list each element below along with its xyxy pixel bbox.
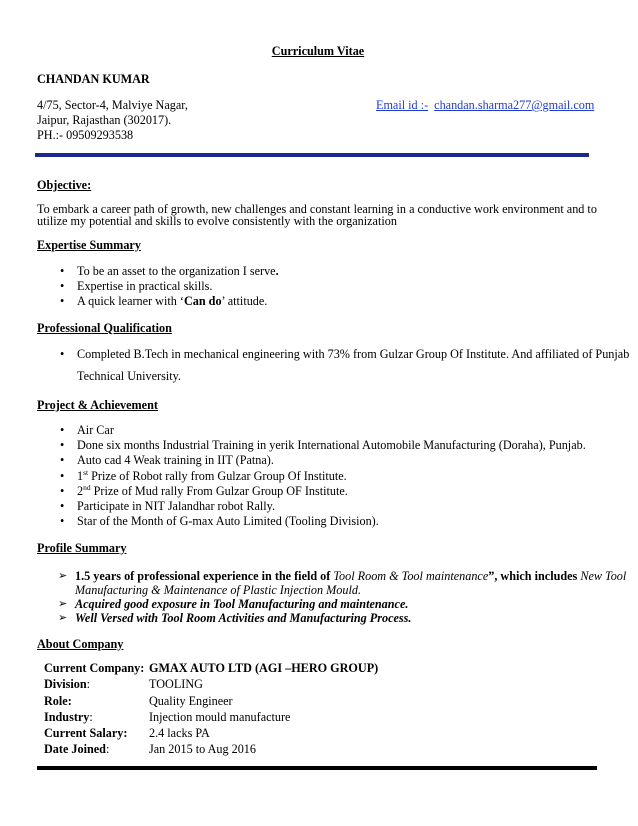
bullet-icon: • <box>60 294 65 308</box>
email-label: Email id :- <box>376 98 429 112</box>
bullet-icon: • <box>60 499 65 513</box>
table-row <box>44 726 378 742</box>
projects-heading: Project & Achievement <box>37 398 158 412</box>
table-row: Division: TOOLING <box>44 677 378 693</box>
profile-heading: Profile Summary <box>37 541 127 555</box>
bullet-icon: • <box>60 484 65 498</box>
expertise-heading: Expertise Summary <box>37 238 141 252</box>
footer-divider <box>37 766 597 770</box>
salary-value: 2.4 lacks PA <box>149 726 210 741</box>
bullet-icon: • <box>60 514 65 528</box>
email-block <box>376 98 594 113</box>
company-key: Current Company: <box>44 661 145 675</box>
company-heading: About Company <box>37 637 124 651</box>
table-row <box>44 661 378 677</box>
header-divider <box>35 153 589 157</box>
qualification-heading: Professional Qualification <box>37 321 172 335</box>
phone-number: PH.:- 09509293538 <box>37 128 134 142</box>
bullet-icon: • <box>60 453 65 467</box>
address-line-2: Jaipur, Rajasthan (302017). <box>37 113 172 127</box>
bullet-icon: • <box>60 438 65 452</box>
candidate-name: CHANDAN KUMAR <box>37 72 150 86</box>
company-value: GMAX AUTO LTD (AGI –HERO GROUP) <box>149 661 379 675</box>
date-joined-key: Date Joined <box>44 742 106 757</box>
address-line-1: 4/75, Sector-4, Malviye Nagar, <box>37 98 188 112</box>
role-key: Role <box>44 693 68 708</box>
role-value: Quality Engineer <box>149 693 233 708</box>
bullet-icon: • <box>60 469 65 483</box>
arrow-bullet-icon: ➢ <box>58 597 68 610</box>
email-link[interactable]: chandan.sharma277@gmail.com <box>434 98 595 112</box>
salary-key: Current Salary: <box>44 726 128 741</box>
arrow-bullet-icon: ➢ <box>58 569 68 582</box>
industry-value: Injection mould manufacture <box>149 709 291 724</box>
bullet-icon: • <box>60 423 65 437</box>
document-title: Curriculum Vitae <box>271 44 365 58</box>
company-details-table <box>44 661 378 759</box>
bullet-icon: • <box>60 279 65 293</box>
division-value: TOOLING <box>149 677 203 692</box>
table-row: Industry: Injection mould manufacture <box>44 710 378 726</box>
table-row: Role: Quality Engineer <box>44 694 378 710</box>
arrow-bullet-icon: ➢ <box>58 611 68 624</box>
qualification-continuation: Technical University. <box>77 369 181 383</box>
industry-key: Industry <box>44 709 90 724</box>
objective-text-line-1: To embark a career path of growth, new challenges and constant learning in a conductive work environment and to <box>37 202 597 216</box>
bullet-icon: • <box>60 264 65 278</box>
profile-item-continuation: Manufacturing & Maintenance of Plastic Injection Mould. <box>75 583 362 597</box>
table-row: Date Joined: Jan 2015 to Aug 2016 <box>44 742 378 758</box>
date-joined-value: Jan 2015 to Aug 2016 <box>149 742 256 757</box>
bullet-icon: • <box>60 347 65 361</box>
objective-heading: Objective: <box>37 178 92 192</box>
division-key: Division <box>44 677 87 692</box>
objective-text-line-2: utilize my potential and skills to evolve consistently with the organization <box>37 214 397 228</box>
